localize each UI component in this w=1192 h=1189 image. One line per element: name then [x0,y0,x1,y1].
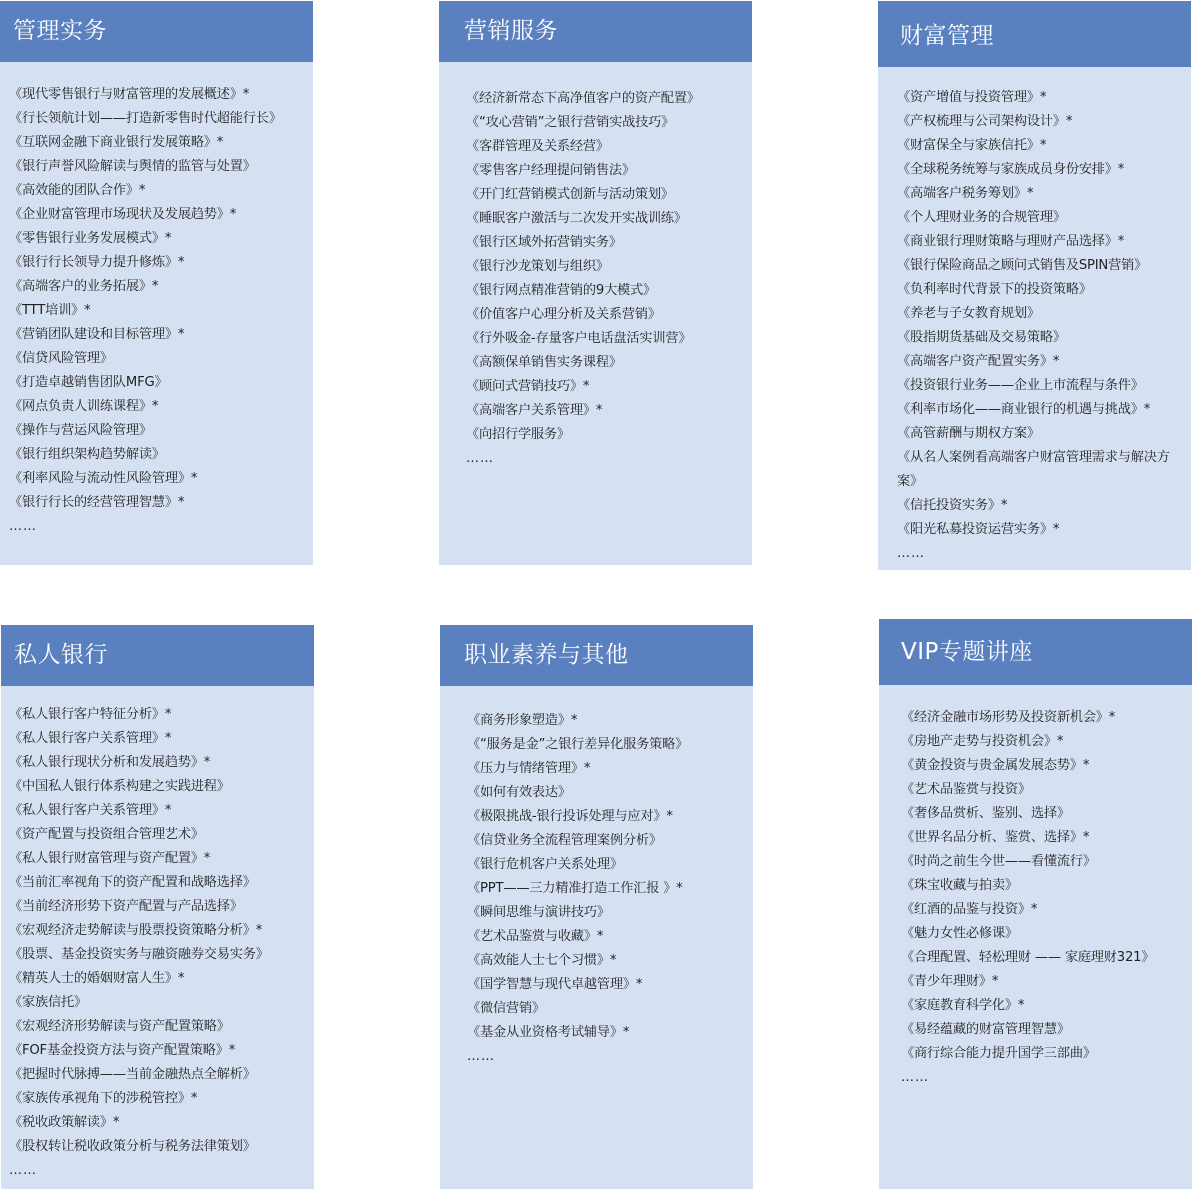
course-item: 《私人银行现状分析和发展趋势》* [9,755,211,770]
course-item: 《银行网点精准营销的9大模式》 [466,283,657,298]
course-item: 《私人银行客户关系管理》* [9,803,172,818]
course-item: 《股指期货基础及交易策略》 [897,330,1066,345]
course-item: 《股权转让税收政策分析与税务法律策划》 [9,1139,256,1154]
course-item: 《资产配置与投资组合管理艺术》 [9,827,204,842]
course-item: 《黄金投资与贵金属发展态势》* [901,758,1090,773]
course-card-professional [440,625,753,1189]
course-item: 《税收政策解读》* [9,1115,120,1130]
course-item: 《基金从业资格考试辅导》* [467,1025,630,1040]
card-title: 私人银行 [1,625,314,686]
course-item: 《中国私人银行体系构建之实践进程》 [9,779,230,794]
course-item: 《营销团队建设和目标管理》* [9,327,185,342]
course-item: 《零售银行业务发展模式》* [9,231,172,246]
course-item: 《利率风险与流动性风险管理》* [9,471,198,486]
course-item: 《股票、基金投资实务与融资融券交易实务》 [9,947,269,962]
course-item: 《红酒的品鉴与投资》* [901,902,1038,917]
course-item: 《高端客户关系管理》* [466,403,603,418]
course-item: 《高端客户的业务拓展》* [9,279,159,294]
card-title: 职业素养与其他 [440,625,753,686]
course-item: 《PPT——三力精准打造工作汇报 》* [467,881,683,896]
course-item: 《高额保单销售实务课程》 [466,355,622,370]
course-item: 《高端客户税务筹划》* [897,186,1034,201]
course-item: 《睡眠客户激活与二次发开实战训练》 [466,211,687,226]
more-ellipsis: …… [467,1049,495,1064]
course-item: 《家庭教育科学化》* [901,998,1025,1013]
course-item: 《开门红营销模式创新与活动策划》 [466,187,674,202]
course-item: 《银行行长领导力提升修炼》* [9,255,185,270]
more-ellipsis: …… [9,519,37,534]
course-item: 《企业财富管理市场现状及发展趋势》* [9,207,237,222]
course-list [9,703,314,1189]
course-list [897,86,1179,570]
course-item: 《利率市场化——商业银行的机遇与挑战》* [897,402,1151,417]
course-item: 《互联网金融下商业银行发展策略》* [9,135,224,150]
course-card-vip-lectures [879,619,1192,1189]
course-item: 《宏观经济形势解读与资产配置策略》 [9,1019,230,1034]
course-item: 《财富保全与家族信托》* [897,138,1047,153]
course-item: 《高端客户资产配置实务》* [897,354,1060,369]
course-item: 《高效能人士七个习惯》* [467,953,617,968]
course-item: 《高管薪酬与期权方案》 [897,426,1040,441]
course-item: 《私人银行客户特征分析》* [9,707,172,722]
course-item: 《打造卓越销售团队MFG》 [9,375,168,390]
course-item: 《资产增值与投资管理》* [897,90,1047,105]
course-item: 《银行危机客户关系处理》 [467,857,623,872]
course-item: 《宏观经济走势解读与股票投资策略分析》* [9,923,263,938]
card-title: 营销服务 [439,1,752,62]
card-title: VIP专题讲座 [879,619,1192,685]
course-item: 《经济金融市场形势及投资新机会》* [901,710,1116,725]
course-item: 《操作与营运风险管理》 [9,423,152,438]
course-item: 《顾问式营销技巧》* [466,379,590,394]
course-item: 《“服务是金”之银行差异化服务策略》 [467,737,689,752]
course-item: 《负利率时代背景下的投资策略》 [897,282,1092,297]
course-item: 《银行声誉风险解读与舆情的监管与处置》 [9,159,256,174]
more-ellipsis: …… [9,1163,37,1178]
course-item: 《瞬间思维与演讲技巧》 [467,905,610,920]
course-item: 《精英人士的婚姻财富人生》* [9,971,185,986]
course-item: 《价值客户心理分析及关系营销》 [466,307,661,322]
course-item: 《TTT培训》* [9,303,91,318]
course-item: 《世界名品分析、鉴赏、选择》* [901,830,1090,845]
course-list [467,709,753,1189]
course-item: 《微信营销》 [467,1001,545,1016]
course-item: 《投资银行业务——企业上市流程与条件》 [897,378,1144,393]
course-item: 《银行沙龙策划与组织》 [466,259,609,274]
course-card-management [0,1,313,565]
course-card-marketing [439,1,752,565]
course-item: 《产权梳理与公司架构设计》* [897,114,1073,129]
course-item: 《商业银行理财策略与理财产品选择》* [897,234,1125,249]
course-item: 《当前经济形势下资产配置与产品选择》 [9,899,243,914]
course-item: 《房地产走势与投资机会》* [901,734,1064,749]
course-item: 《向招行学服务》 [466,427,570,442]
course-item: 《“攻心营销”之银行营销实战技巧》 [466,115,675,130]
course-item: 《青少年理财》* [901,974,999,989]
course-item: 《全球税务统筹与家族成员身份安排》* [897,162,1125,177]
course-card-wealth [878,1,1191,570]
course-item: 《从名人案例看高端客户财富管理需求与解决方案》 [897,450,1170,489]
course-item: 《合理配置、轻松理财 —— 家庭理财321》 [901,950,1155,965]
more-ellipsis: …… [901,1070,929,1085]
course-item: 《网点负责人训练课程》* [9,399,159,414]
course-item: 《当前汇率视角下的资产配置和战略选择》 [9,875,256,890]
course-item: 《银行区域外拓营销实务》 [466,235,622,250]
course-item: 《国学智慧与现代卓越管理》* [467,977,643,992]
course-item: 《如何有效表达》 [467,785,571,800]
course-item: 《商行综合能力提升国学三部曲》 [901,1046,1096,1061]
course-item: 《信托投资实务》* [897,498,1008,513]
course-item: 《FOF基金投资方法与资产配置策略》* [9,1043,236,1058]
course-item: 《易经蕴藏的财富管理智慧》 [901,1022,1070,1037]
course-list [9,83,313,565]
course-item: 《魅力女性必修课》 [901,926,1018,941]
course-item: 《高效能的团队合作》* [9,183,146,198]
course-item: 《银行行长的经营管理智慧》* [9,495,185,510]
course-item: 《银行组织架构趋势解读》 [9,447,165,462]
course-list [466,87,752,565]
more-ellipsis: …… [897,546,925,561]
course-item: 《现代零售银行与财富管理的发展概述》* [9,87,250,102]
course-item: 《私人银行客户关系管理》* [9,731,172,746]
card-title: 财富管理 [878,1,1191,67]
course-item: 《珠宝收藏与拍卖》 [901,878,1018,893]
course-item: 《经济新常态下高净值客户的资产配置》 [466,91,700,106]
course-item: 《零售客户经理提问销售法》 [466,163,635,178]
course-item: 《艺术品鉴赏与收藏》* [467,929,604,944]
course-item: 《信贷业务全流程管理案例分析》 [467,833,662,848]
course-item: 《客群管理及关系经营》 [466,139,609,154]
course-item: 《商务形象塑造》* [467,713,578,728]
course-item: 《行长领航计划——打造新零售时代超能行长》 [9,111,282,126]
course-item: 《私人银行财富管理与资产配置》* [9,851,211,866]
course-item: 《银行保险商品之顾问式销售及SPIN营销》 [897,258,1148,273]
course-item: 《个人理财业务的合规管理》 [897,210,1066,225]
course-item: 《家族信托》 [9,995,87,1010]
course-item: 《养老与子女教育规划》 [897,306,1040,321]
course-item: 《家族传承视角下的涉税管控》* [9,1091,198,1106]
course-item: 《信贷风险管理》 [9,351,113,366]
course-list [901,706,1192,1189]
card-title: 管理实务 [0,1,313,62]
course-item: 《阳光私募投资运营实务》* [897,522,1060,537]
course-item: 《极限挑战-银行投诉处理与应对》* [467,809,673,824]
more-ellipsis: …… [466,451,494,466]
course-item: 《压力与情绪管理》* [467,761,591,776]
course-item: 《把握时代脉搏——当前金融热点全解析》 [9,1067,256,1082]
course-item: 《时尚之前生今世——看懂流行》 [901,854,1096,869]
course-item: 《奢侈品赏析、鉴别、选择》 [901,806,1070,821]
course-card-private-banking [1,625,314,1189]
course-item: 《行外吸金-存量客户电话盘活实训营》 [466,331,692,346]
course-item: 《艺术品鉴赏与投资》 [901,782,1031,797]
